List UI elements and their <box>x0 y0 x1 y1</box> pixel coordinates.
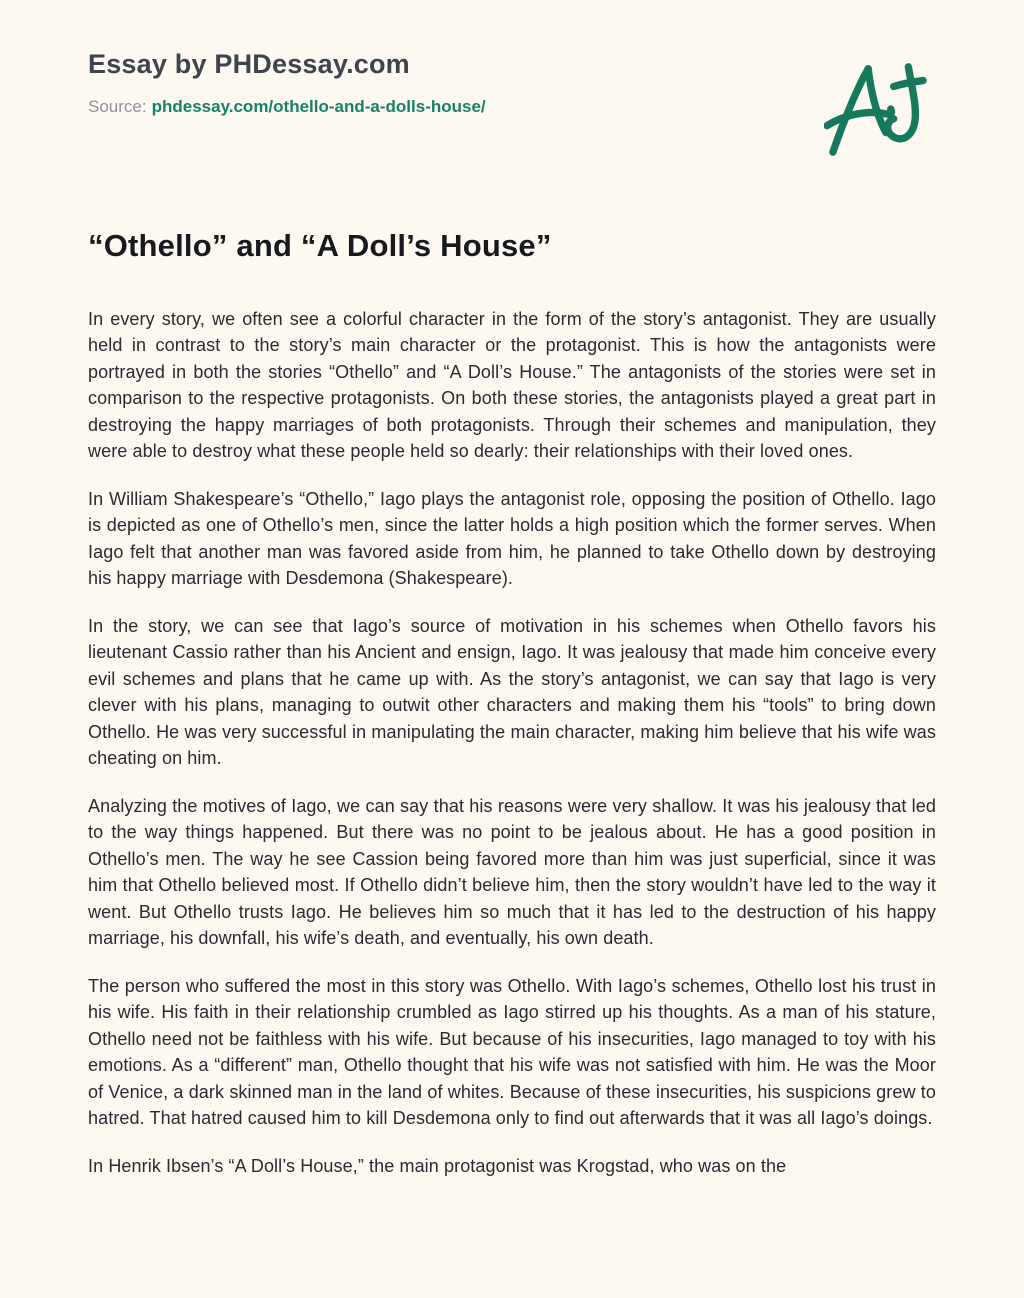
essay-paragraph: In William Shakespeare’s “Othello,” Iago plays the antagonist role, opposing the position of Othello. Iago is depicted as one of Othello’s men, since the latter holds a high position which the former serves. When Iago felt that another man was favored aside from him, he planned to take Othello down by destroying his happy marriage with Desdemona (Shakespeare). <box>88 488 936 589</box>
essay-paragraph: In Henrik Ibsen’s “A Doll’s House,” the main protagonist was Krogstad, who was on the <box>88 1155 787 1176</box>
essay-paragraph: Analyzing the motives of Iago, we can say that his reasons were very shallow. It was his jealousy that led to the way things happened. But there was no point to be jealous about. He has a good position in Othello’s men. The way he see Cassion being favored more than him was just superficial, since it was him that Othello believed most. If Othello didn’t believe him, then the story wouldn’t have led to the way it went. But Othello trusts Iago. He believes him so much that it has led to the destruction of his happy marriage, his downfall, his wife’s death, and eventually, his own death. <box>88 795 936 949</box>
phdessay-a-plus-logo-icon <box>824 60 932 158</box>
essay-paragraph: In every story, we often see a colorful character in the form of the story’s antagonist. They are usually held in contrast to the story’s main character or the protagonist. This is how the antagonists were portrayed in both the stories “Othello” and “A Doll’s House.” The antagonists of the stories were set in comparison to the respective protagonists. On both these stories, the antagonists played a great part in destroying the happy marriages of both protagonists. Through their schemes and manipulation, they were able to destroy what these people held so dearly: their relationships with their loved ones. <box>88 308 936 462</box>
page-title: Essay by PHDessay.com <box>88 49 410 79</box>
source-label: Source: <box>88 97 147 117</box>
header-text-block <box>88 48 486 118</box>
essay-paragraph: In the story, we can see that Iago’s source of motivation in his schemes when Othello favors his lieutenant Cassio rather than his Ancient and ensign, Iago. It was jealousy that made him conceive every evil schemes and plans that he came up with. As the story’s antagonist, we can say that Iago is very clever with his plans, managing to outwit other characters and making them his “tools” to bring down Othello. He was very successful in manipulating the main character, making him believe that his wife was cheating on him. <box>88 615 936 769</box>
source-line <box>88 97 486 117</box>
source-link[interactable]: phdessay.com/othello-and-a-dolls-house/ <box>151 97 486 117</box>
page-header <box>88 48 936 158</box>
essay-body <box>88 306 936 1180</box>
essay-paragraph: The person who suffered the most in this story was Othello. With Iago’s schemes, Othello lost his trust in his wife. His faith in their relationship crumbled as Iago stirred up his thoughts. As a man of his stature, Othello need not be faithless with his wife. But because of his insecurities, Iago managed to toy with his emotions. As a “different” man, Othello thought that his wife was not satisfied with him. He was the Moor of Venice, a dark skinned man in the land of whites. Because of these insecurities, his suspicions grew to hatred. That hatred caused him to kill Desdemona only to find out afterwards that it was all Iago’s doings. <box>88 975 936 1129</box>
essay-title: “Othello” and “A Doll’s House” <box>88 228 552 263</box>
